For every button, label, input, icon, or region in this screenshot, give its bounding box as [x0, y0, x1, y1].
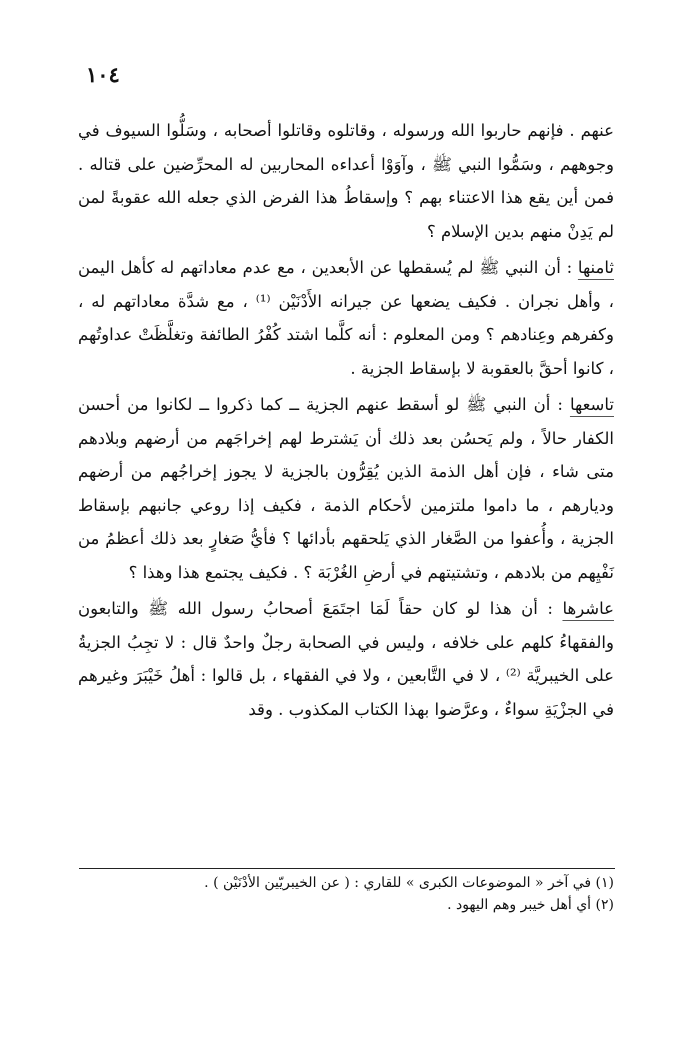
page-number: ١٠٤	[86, 62, 120, 87]
paragraph-lead: ثامنها	[577, 258, 614, 277]
footnote-divider	[79, 868, 615, 869]
paragraph-text: عنهم . فإنهم حاربوا الله ورسوله ، وقاتلوه وقاتلوا أصحابه ، وسَلُّوا السيوف في وجوههم ، وسَمُّوا النبي ﷺ ، وآوَوْا أعداءه المحاربين له المحرِّضين على قتاله . فمن أين يقع هذا الاعتناء بهم ؟ وإسقاطُ هذا الفرض الذي جعله الله عقوبةً لمن لم يَدِنْ منهم بدين الإسلام ؟	[78, 121, 614, 241]
footnotes	[78, 872, 614, 916]
main-text	[78, 114, 614, 729]
paragraph-text: : أن النبي ﷺ لو أسقط عنهم الجزية ــ كما ذكروا ــ لكانوا من أحسن الكفار حالاً ، ولم يَحسُن بعد ذلك أن يَشترط لهم إخراجَهم من أرضهم وبلادهم متى شاء ، فإن أهل الذمة الذين يُقِرُّون بالجزية لا يجوز إخراجُهم من أرضهم وديارهم ، ما داموا ملتزمين لأحكام الذمة ، فكيف إذا روعي جانبهم بإسقاط الجزية ، وأُعفوا من الصَّغار الذي يَلحقهم بأدائها ؟ فأيُّ صَغارٍ بعد ذلك أعظمُ من نَفْيِهم من بلادهم ، وتشتيتهم في أرضِ الغُرْبَة ؟ . فكيف يجتمع هذا وهذا ؟	[78, 395, 614, 582]
paragraph-ninth	[78, 388, 614, 589]
footnote-2: (٢) أي أهل خيبر وهم اليهود .	[447, 897, 614, 913]
paragraph-intro	[78, 114, 614, 248]
paragraph-lead: تاسعها	[569, 395, 614, 414]
paragraph-text: : أن النبي ﷺ لم يُسقطها عن الأبعدين ، مع عدم معاداتهم له كأهل اليمن ، وأهل نجران . فكيف يضعها عن جيرانه الأَدْنَيْن ⁽¹⁾ ، مع شدَّة معاداتهم له ، وكفرهم وعِنادهم ؟ ومن المعلوم : أنه كلَّما اشتد كُفْرُ الطائفة وتغلَّظَتْ عداوتُهم ، كانوا أحقَّ بالعقوبة لا بإسقاط الجزية .	[78, 258, 614, 378]
paragraph-eighth	[78, 251, 614, 385]
paragraph-tenth	[78, 592, 614, 726]
paragraph-text: : أن هذا لو كان حقاً لَمَا اجتَمَعَ أصحابُ رسول الله ﷺ والتابعون والفقهاءُ كلهم على خلافه ، وليس في الصحابة رجلٌ واحدٌ قال : لا تجِبُ الجزيةُ على الخيبريَّة ⁽²⁾ ، لا في التَّابعين ، ولا في الفقهاء ، بل قالوا : أهلُ خَيْبَرَ وغيرهم في الجزْيَةِ سواءٌ ، وعرَّضوا بهذا الكتاب المكذوب . وقد	[78, 599, 615, 719]
paragraph-lead: عاشرها	[562, 599, 614, 618]
footnote-1: (١) في آخر « الموضوعات الكبرى » للقاري : ( عن الخيبريّين الأدْنَيْن ) .	[204, 875, 614, 891]
